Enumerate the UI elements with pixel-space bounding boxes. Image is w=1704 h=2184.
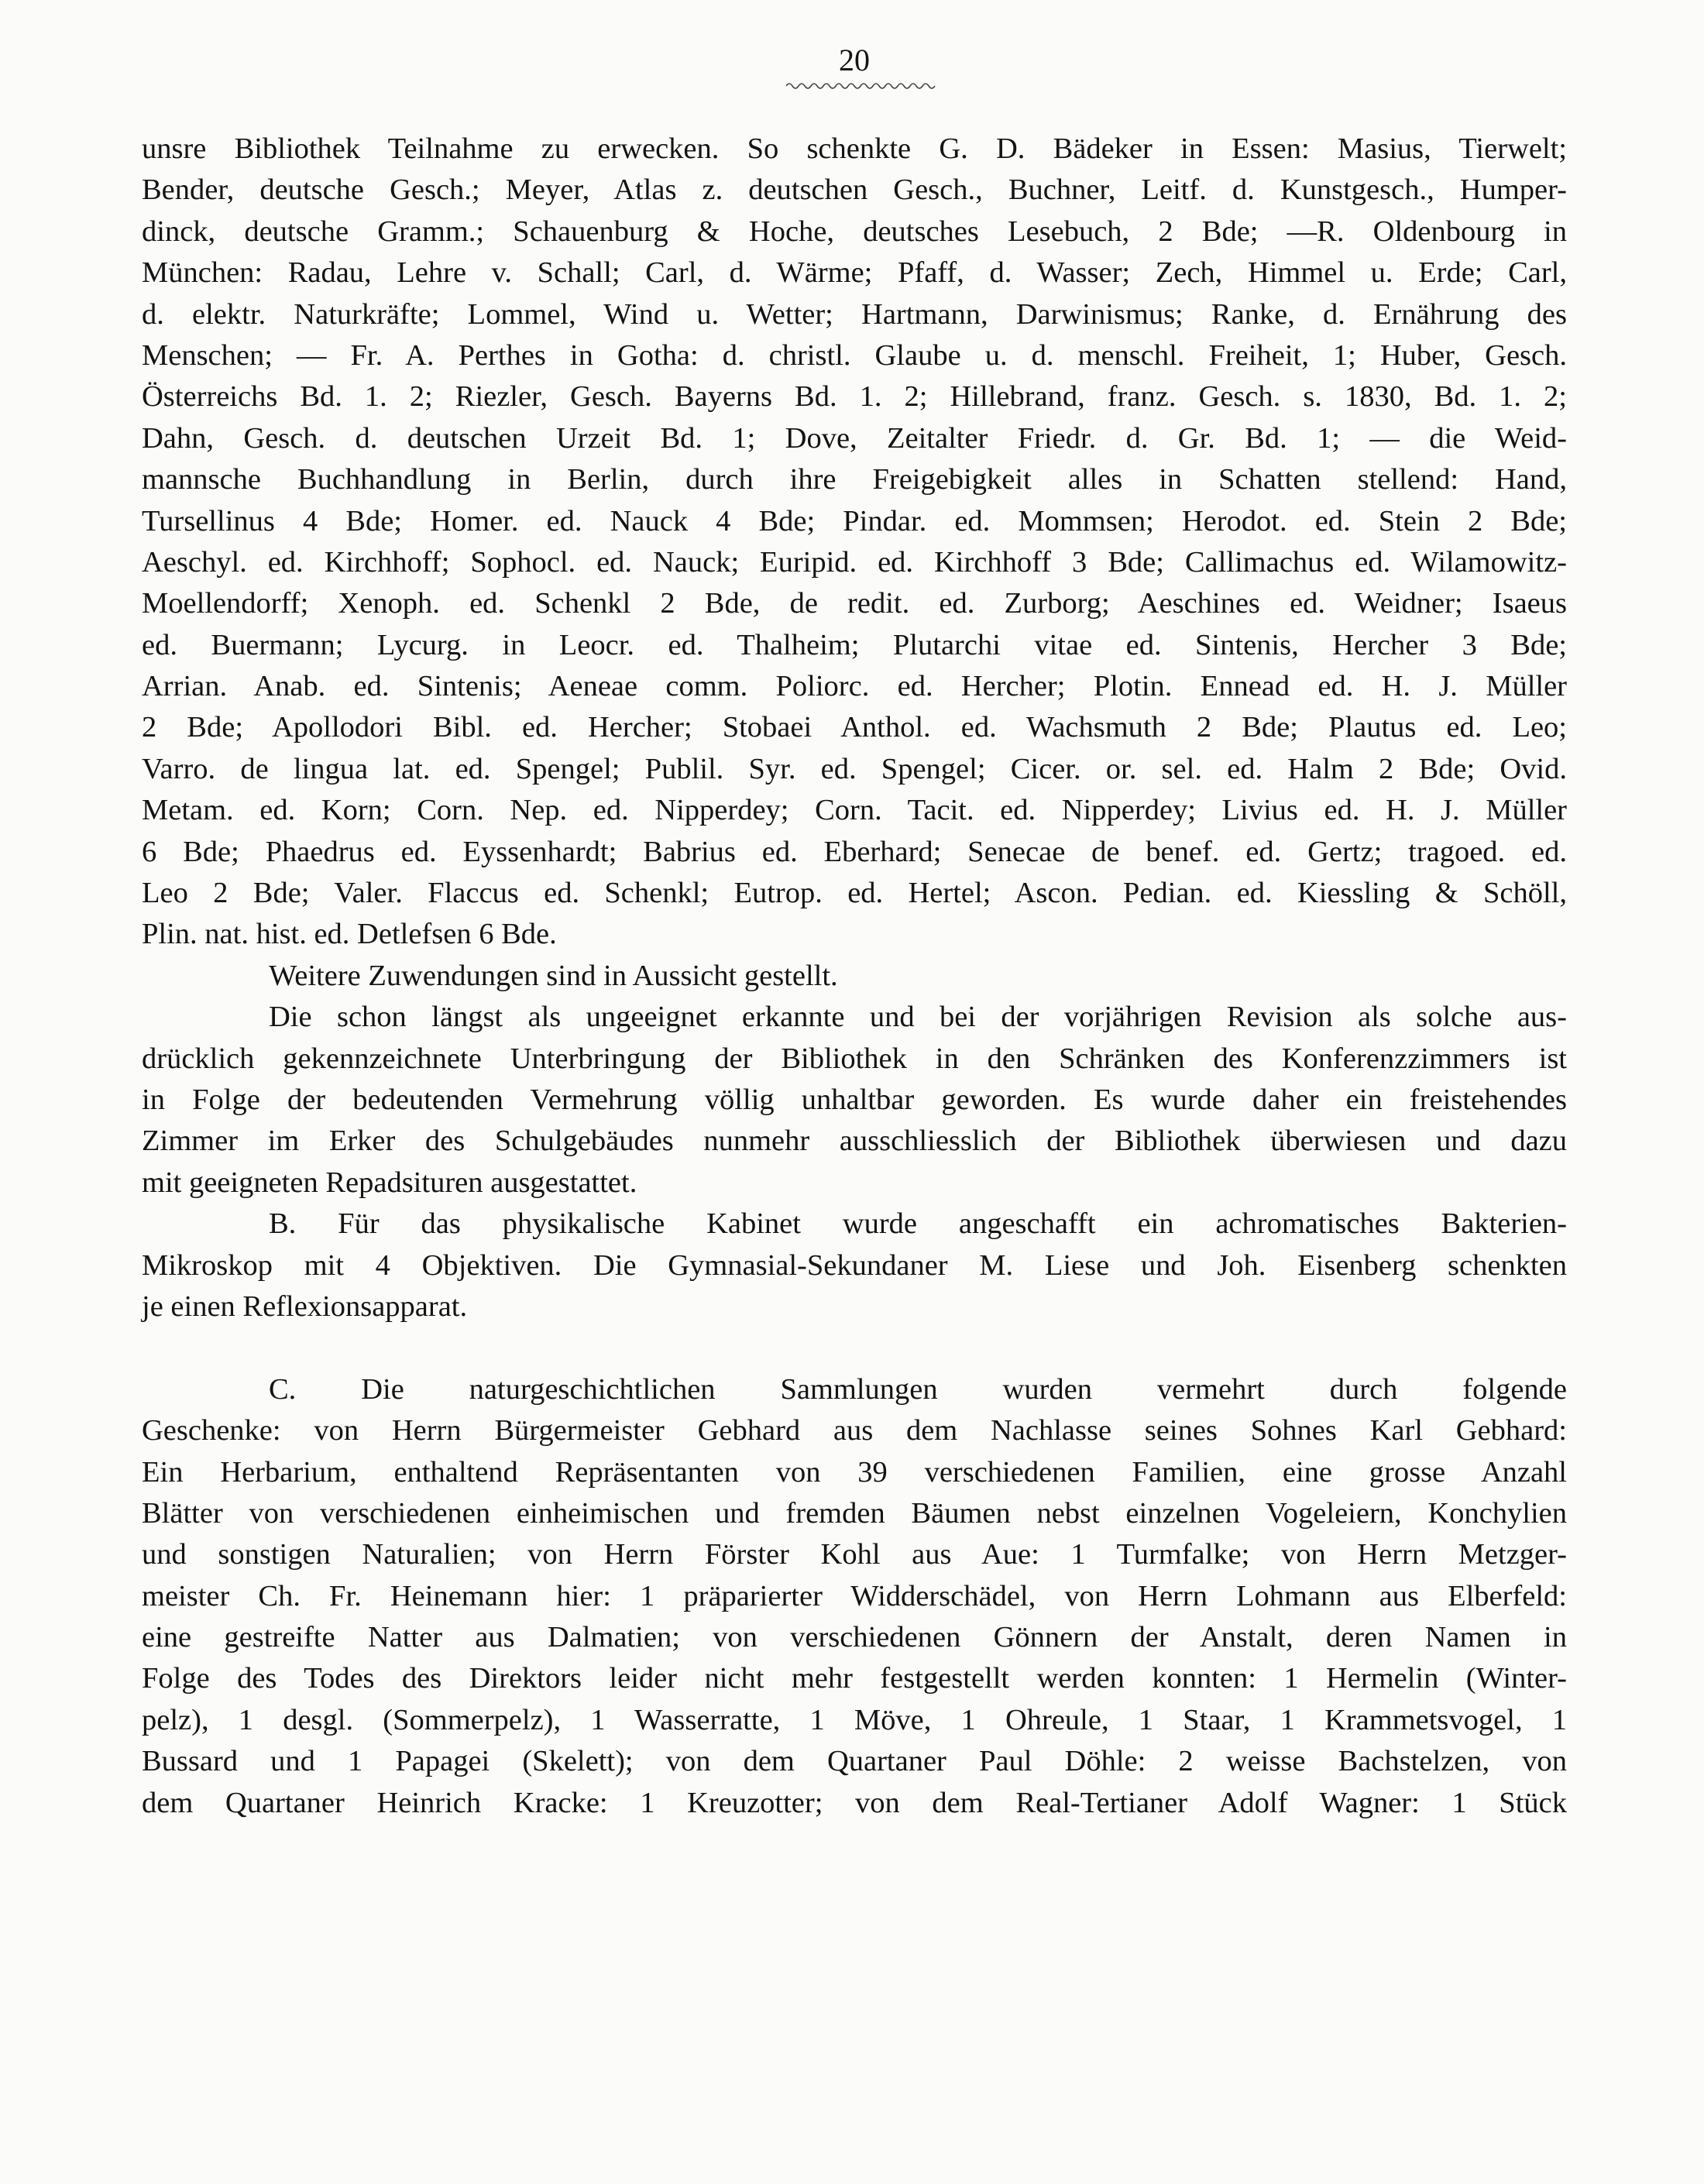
text-line: drücklich gekennzeichnete Unterbringung der Bibliothek in den Schränken des Konferenzzimmers ist <box>142 1042 1567 1075</box>
text-line: Moellendorff; Xenoph. ed. Schenkl 2 Bde, de redit. ed. Zurborg; Aeschines ed. Weidner; Isaeus <box>142 587 1567 620</box>
text-line: B. Für das physikalische Kabinet wurde angeschafft ein achromatisches Bakterien- <box>269 1207 1567 1241</box>
text-line: unsre Bibliothek Teilnahme zu erwecken. So schenkte G. D. Bädeker in Essen: Masius, Tierwelt; <box>142 132 1567 165</box>
text-line: ed. Buermann; Lycurg. in Leocr. ed. Thalheim; Plutarchi vitae ed. Sintenis, Hercher 3 Bde; <box>142 628 1567 661</box>
text-line: in Folge der bedeutenden Vermehrung völlig unhaltbar geworden. Es wurde daher ein freistehendes <box>142 1083 1567 1116</box>
text-line: d. elektr. Naturkräfte; Lommel, Wind u. Wetter; Hartmann, Darwinismus; Ranke, d. Ernährung des <box>142 297 1567 331</box>
text-line: 2 Bde; Apollodori Bibl. ed. Hercher; Stobaei Anthol. ed. Wachsmuth 2 Bde; Plautus ed. Leo; <box>142 711 1567 744</box>
text-line: Die schon längst als ungeeignet erkannte und bei der vorjährigen Revision als solche aus- <box>269 1001 1567 1034</box>
text-line: Bender, deutsche Gesch.; Meyer, Atlas z. deutschen Gesch., Buchner, Leitf. d. Kunstgesch., Humper- <box>142 173 1567 207</box>
text-line: pelz), 1 desgl. (Sommerpelz), 1 Wasserratte, 1 Möve, 1 Ohreule, 1 Staar, 1 Krammetsvogel, 1 <box>142 1703 1567 1736</box>
text-line: Mikroskop mit 4 Objektiven. Die Gymnasial-Sekundaner M. Liese und Joh. Eisenberg schenkten <box>142 1248 1567 1282</box>
text-line: Plin. nat. hist. ed. Detlefsen 6 Bde. <box>142 918 557 951</box>
text-line: C. Die naturgeschichtlichen Sammlungen wurden vermehrt durch folgende <box>269 1372 1567 1406</box>
page-number: 20 <box>839 43 870 77</box>
text-line: Metam. ed. Korn; Corn. Nep. ed. Nipperdey; Corn. Tacit. ed. Nipperdey; Livius ed. H. J. Müller <box>142 794 1567 827</box>
text-line: mit geeigneten Repadsituren ausgestattet. <box>142 1166 637 1199</box>
text-line: je einen Reflexionsapparat. <box>142 1289 468 1323</box>
text-line: Folge des Todes des Direktors leider nicht mehr festgestellt werden konnten: 1 Hermelin (Winter- <box>142 1662 1567 1695</box>
text-line: Österreichs Bd. 1. 2; Riezler, Gesch. Bayerns Bd. 1. 2; Hillebrand, franz. Gesch. s. 1830, Bd. 1. 2; <box>142 380 1567 414</box>
text-line: Blätter von verschiedenen einheimischen und fremden Bäumen nebst einzelnen Vogeleiern, Konchylien <box>142 1496 1567 1530</box>
text-line: Leo 2 Bde; Valer. Flaccus ed. Schenkl; Eutrop. ed. Hertel; Ascon. Pedian. ed. Kiessling & Schöll, <box>142 877 1567 910</box>
text-line: Dahn, Gesch. d. deutschen Urzeit Bd. 1; Dove, Zeitalter Friedr. d. Gr. Bd. 1; — die Weid- <box>142 421 1567 455</box>
text-line: und sonstigen Naturalien; von Herrn Förster Kohl aus Aue: 1 Turmfalke; von Herrn Metzger- <box>142 1538 1567 1571</box>
text-line: dem Quartaner Heinrich Kracke: 1 Kreuzotter; von dem Real-Tertianer Adolf Wagner: 1 Stück <box>142 1786 1567 1819</box>
text-line: Varro. de lingua lat. ed. Spengel; Publil. Syr. ed. Spengel; Cicer. or. sel. ed. Halm 2 Bde; Ovid. <box>142 752 1567 785</box>
paragraph-gap <box>142 1327 1567 1368</box>
decorative-wavy-rule <box>786 81 937 91</box>
text-line: Tursellinus 4 Bde; Homer. ed. Nauck 4 Bde; Pindar. ed. Mommsen; Herodot. ed. Stein 2 Bde; <box>142 504 1567 537</box>
text-line: Arrian. Anab. ed. Sintenis; Aeneae comm. Poliorc. ed. Hercher; Plotin. Ennead ed. H. J. Müller <box>142 670 1567 703</box>
text-line: Geschenke: von Herrn Bürgermeister Gebhard aus dem Nachlasse seines Sohnes Karl Gebhard: <box>142 1414 1567 1447</box>
text-line: 6 Bde; Phaedrus ed. Eyssenhardt; Babrius ed. Eberhard; Senecae de benef. ed. Gertz; tragoed. ed. <box>142 835 1567 868</box>
text-line: Aeschyl. ed. Kirchhoff; Sophocl. ed. Nauck; Euripid. ed. Kirchhoff 3 Bde; Callimachus ed. Wilamowitz- <box>142 545 1567 579</box>
text-line: Weitere Zuwendungen sind in Aussicht gestellt. <box>269 959 838 992</box>
text-line: Ein Herbarium, enthaltend Repräsentanten von 39 verschiedenen Familien, eine grosse Anzahl <box>142 1455 1567 1489</box>
text-line: Bussard und 1 Papagei (Skelett); von dem Quartaner Paul Döhle: 2 weisse Bachstelzen, von <box>142 1745 1567 1778</box>
text-line: eine gestreifte Natter aus Dalmatien; von verschiedenen Gönnern der Anstalt, deren Namen in <box>142 1621 1567 1654</box>
text-line: dinck, deutsche Gramm.; Schauenburg & Hoche, deutsches Lesebuch, 2 Bde; —R. Oldenbourg in <box>142 215 1567 248</box>
text-line: Zimmer im Erker des Schulgebäudes nunmehr ausschliesslich der Bibliothek überwiesen und dazu <box>142 1125 1567 1158</box>
text-line: Menschen; — Fr. A. Perthes in Gotha: d. christl. Glaube u. d. menschl. Freiheit, 1; Huber, Gesch. <box>142 338 1567 372</box>
body-text <box>142 129 1567 1824</box>
text-line: mannsche Buchhandlung in Berlin, durch ihre Freigebigkeit alles in Schatten stellend: Hand, <box>142 463 1567 496</box>
text-line: München: Radau, Lehre v. Schall; Carl, d. Wärme; Pfaff, d. Wasser; Zech, Himmel u. Erde; Carl, <box>142 256 1567 290</box>
text-line: meister Ch. Fr. Heinemann hier: 1 präparierter Widderschädel, von Herrn Lohmann aus Elberfeld: <box>142 1579 1567 1612</box>
